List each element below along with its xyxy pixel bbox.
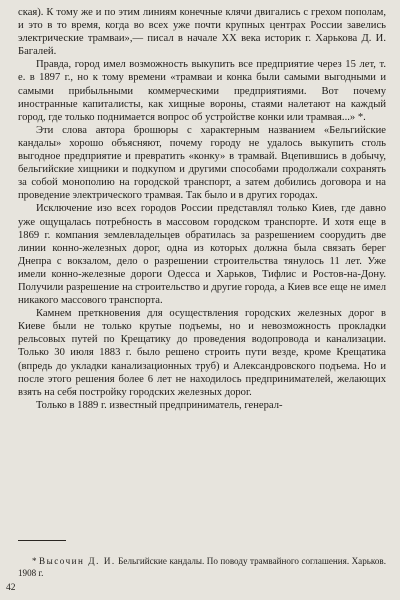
page-number: 42 [6, 583, 16, 593]
footnote: * Высочин Д. И. Бельгийские кандалы. По поводу трамвайного соглашения. Харьков. 1908 г. [18, 556, 386, 578]
paragraph-5: Камнем преткновения для осуществления городских железных дорог в Киеве были не только крутые подъемы, но и невозможность прокладки рельсовых путей по Крещатику до проведения водопровода и канализации. Только 30 июля 1883 г. было решено строить пути везде, кроме Крещатика (впредь до укладки канализационных труб) и Александровского подъема. Но и после этого решения более 6 лет не находилось предпринимателей, желающих взять на себя постройку городских железных дорог. [18, 308, 386, 398]
footnote-author: Высочин Д. И. [39, 556, 116, 567]
paragraph-6: Только в 1889 г. известный предприниматель, генерал- [36, 399, 283, 411]
paragraph-4: Исключение изо всех городов России представлял только Киев, где давно уже ощущалась потребность в массовом городском транспорте. И хотя еще в 1869 г. компания землевладельцев обратилась за разрешением соорудить две линии конно-железных дорог, одна из которых должна была связать берег Днепра с вокзалом, дело о разрешении строительства тянулось 11 лет. Уже имели конно-железные дороги Одесса и Харьков, Тифлис и Ростов-на-Дону. Получили разрешение на строительство и другие города, а Киев все еще не имел никакого массового транспорта. [18, 203, 386, 307]
paragraph-3: Эти слова автора брошюры с характерным названием «Бельгийские кандалы» хорошо объясняют, почему городу не удалось выкупить столь выгодное предприятие и превратить «конку» в трамвай. Вцепившись в добычу, бельгийские хищники и подкупом и другими способами продолжали сохранять за собой монополию на городской транспорт, а затем добились договора и на проведение электрического трамвая. Так было и в других городах. [18, 124, 386, 202]
body-text [18, 6, 386, 412]
paragraph-1: ская). К тому же и по этим линиям конечные клячи двигались с грехом пополам, и это в то время, когда во всех уже почти крупных центрах России завелись электрические трамваи»,— писал в начале XX века историк г. Харькова Д. И. Багалей. [18, 7, 386, 58]
footnote-divider [18, 540, 66, 541]
paragraph-2: Правда, город имел возможность выкупить все предприятие через 15 лет, т. е. в 1897 г., но к тому времени «трамваи и конка были самыми выгодными и самыми прибыльными коммерческими предприятиями. Вот почему иностранные капиталисты, как хищные вороны, стаями налетают на каждый город, где только поднимается вопрос об устройстве конки или трамвая...» *. [18, 59, 386, 123]
